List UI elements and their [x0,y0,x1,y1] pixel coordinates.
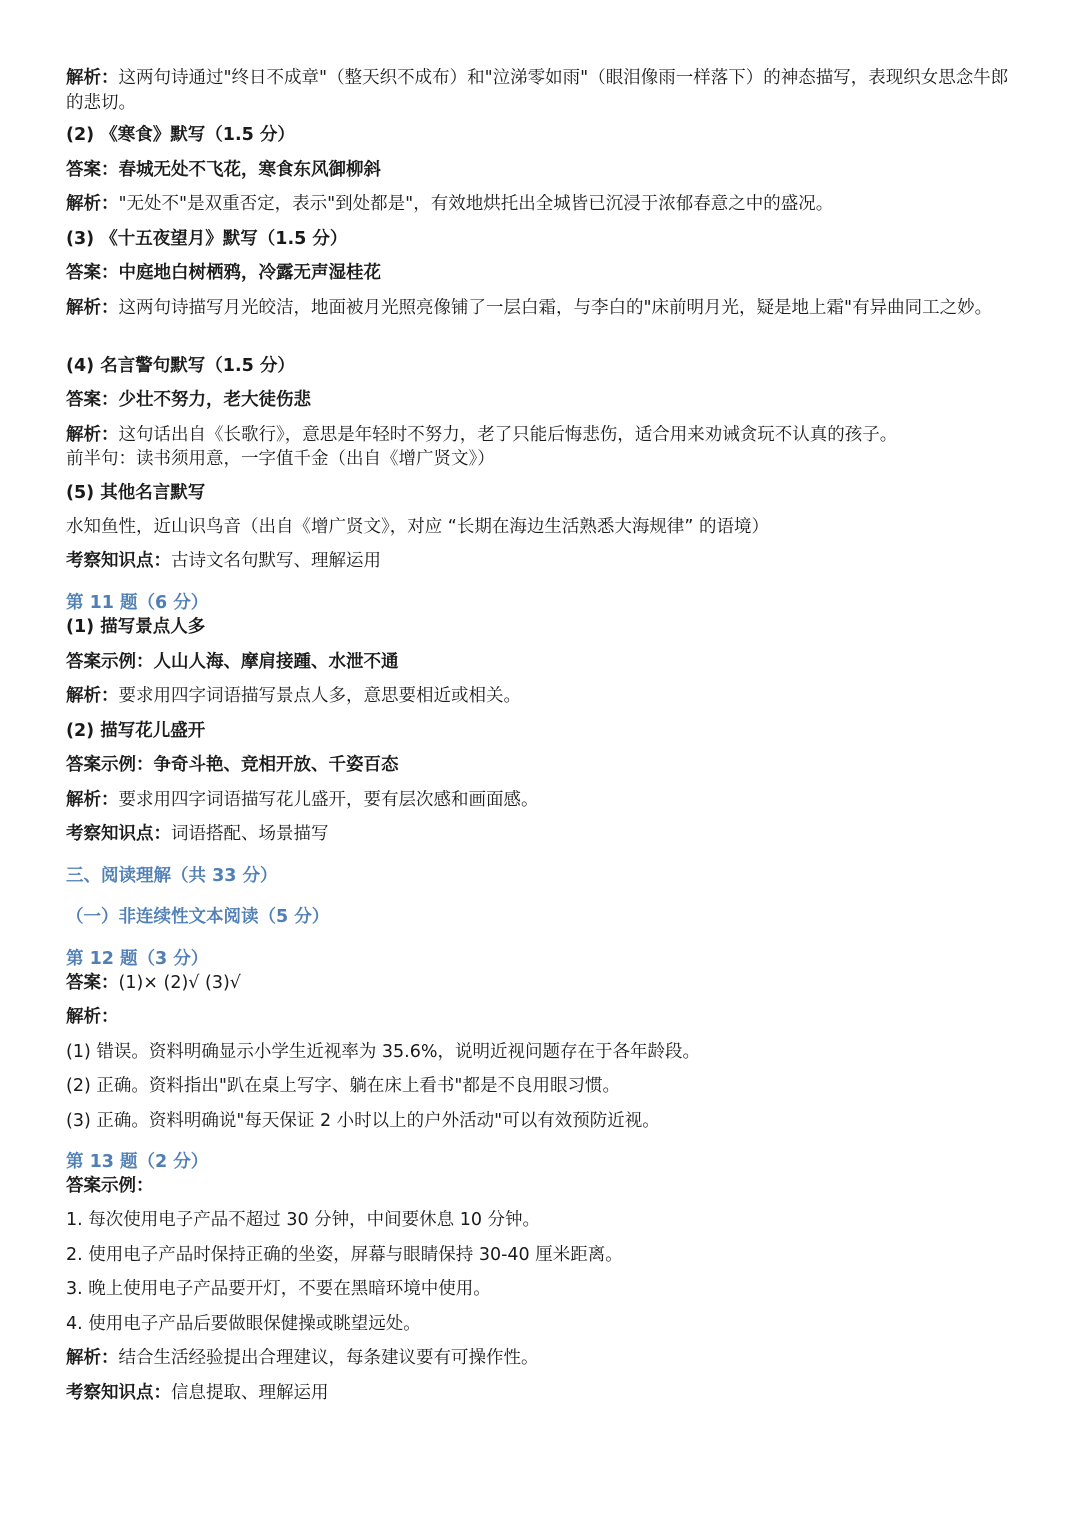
q11-s2-title: (2) 描写花儿盛开 [66,721,206,741]
knowledge-label: 考察知识点： [66,551,171,571]
q4-extra: 前半句：读书须用意，一字值千金（出自《增广贤文》） [66,449,495,469]
q11-s2-answer: 答案示例：争奇斗艳、竞相开放、千姿百态 [66,755,399,775]
section3-heading: 三、阅读理解（共 33 分） [66,866,278,886]
knowledge-text: 词语搭配、场景描写 [171,824,329,844]
knowledge-label: 考察知识点： [66,1383,171,1403]
q13-item: 1. 每次使用电子产品不超过 30 分钟，中间要休息 10 分钟。 [66,1210,541,1230]
answer-text: (1)× (2)√ (3)√ [118,973,241,993]
analysis-paragraph [66,66,1011,116]
analysis-text: 这句话出自《长歌行》，意思是年轻时不努力，老了只能后悔悲伤，适合用来劝诫贪玩不认真的孩子。 [118,425,898,445]
analysis-label: 解析： [66,298,119,318]
q13-analysis [66,1346,1016,1371]
q12-analysis-label: 解析： [66,1007,119,1027]
analysis-text: 这两句诗描写月光皎洁，地面被月光照亮像铺了一层白霜，与李白的"床前明月光，疑是地上霜"有异曲同工之妙。 [118,298,993,318]
q12-heading: 第 12 题（3 分） [66,949,209,969]
q4-analysis [66,423,1016,448]
q12-item: (3) 正确。资料明确说"每天保证 2 小时以上的户外活动"可以有效预防近视。 [66,1111,660,1131]
q11-s2-analysis [66,788,1016,813]
analysis-label: 解析： [66,68,119,88]
q4-title: (4) 名言警句默写（1.5 分） [66,356,295,376]
analysis-text: 这两句诗通过"终日不成章"（整天织不成布）和"泣涕零如雨"（眼泪像雨一样落下）的神态描写，表现织女思念牛郎的悲切。 [66,68,1009,113]
q13-item: 4. 使用电子产品后要做眼保健操或眺望远处。 [66,1314,421,1334]
knowledge-text: 信息提取、理解运用 [171,1383,329,1403]
analysis-text: "无处不"是双重否定，表示"到处都是"，有效地烘托出全城皆已沉浸于浓郁春意之中的盛况。 [118,194,834,214]
q2-answer: 答案：春城无处不飞花，寒食东风御柳斜 [66,160,381,180]
analysis-label: 解析： [66,790,119,810]
analysis-label: 解析： [66,425,119,445]
q2-title: (2) 《寒食》默写（1.5 分） [66,125,295,145]
analysis-text: 要求用四字词语描写花儿盛开，要有层次感和画面感。 [118,790,539,810]
analysis-label: 解析： [66,1348,119,1368]
q12-item: (1) 错误。资料明确显示小学生近视率为 35.6%，说明近视问题存在于各年龄段。 [66,1042,701,1062]
q13-answer-label: 答案示例： [66,1176,154,1196]
analysis-label: 解析： [66,194,119,214]
q4-answer: 答案：少壮不努力，老大徒伤悲 [66,390,311,410]
q13-item: 2. 使用电子产品时保持正确的坐姿，屏幕与眼睛保持 30-40 厘米距离。 [66,1245,623,1265]
q11-heading: 第 11 题（6 分） [66,593,209,613]
answer-label: 答案： [66,973,119,993]
q13-item: 3. 晚上使用电子产品要开灯，不要在黑暗环境中使用。 [66,1279,491,1299]
q3-answer: 答案：中庭地白树栖鸦，冷露无声湿桂花 [66,263,381,283]
q12-answer [66,971,1016,996]
q11-s1-analysis [66,684,1016,709]
q3-analysis [66,296,1011,321]
analysis-text: 结合生活经验提出合理建议，每条建议要有可操作性。 [118,1348,539,1368]
q12-item: (2) 正确。资料指出"趴在桌上写字、躺在床上看书"都是不良用眼习惯。 [66,1076,620,1096]
analysis-text: 要求用四字词语描写景点人多，意思要相近或相关。 [118,686,521,706]
q11-knowledge [66,822,1016,847]
knowledge-text: 古诗文名句默写、理解运用 [171,551,381,571]
q11-s1-answer: 答案示例：人山人海、摩肩接踵、水泄不通 [66,652,399,672]
knowledge-label: 考察知识点： [66,824,171,844]
q3-title: (3) 《十五夜望月》默写（1.5 分） [66,229,348,249]
analysis-label: 解析： [66,686,119,706]
knowledge-point [66,549,1016,574]
q11-s1-title: (1) 描写景点人多 [66,617,206,637]
q13-heading: 第 13 题（2 分） [66,1152,209,1172]
q13-knowledge [66,1381,1016,1406]
q2-analysis [66,192,1016,217]
q5-title: (5) 其他名言默写 [66,483,206,503]
q5-text: 水知鱼性，近山识鸟音（出自《增广贤文》，对应 “长期在海边生活熟悉大海规律” 的语境） [66,517,770,537]
section3-subheading: （一）非连续性文本阅读（5 分） [66,907,330,927]
